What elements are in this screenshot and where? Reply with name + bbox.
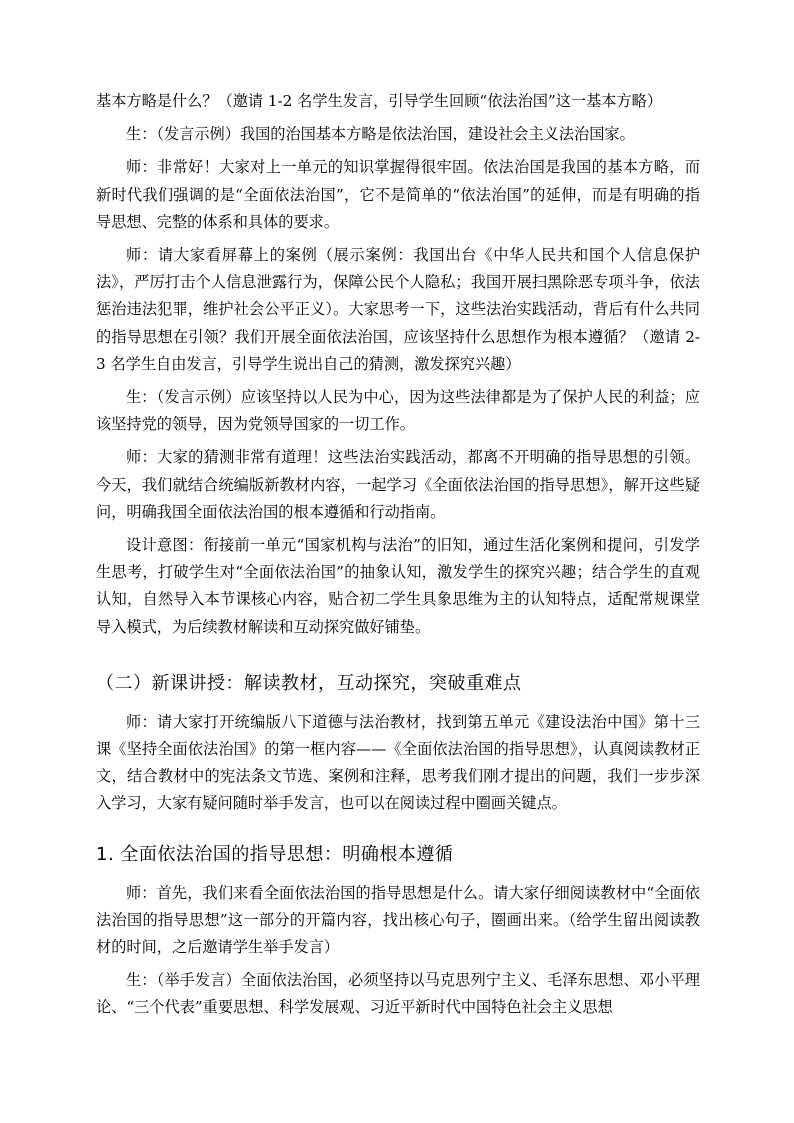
teacher-paragraph: 师：首先，我们来看全面依法治国的指导思想是什么。请大家仔细阅读教材中“全面依法治国的指导思想”这一部分的开篇内容，找出核心句子，圈画出来。（给学生留出阅读教材的时间，之后邀请学生举手发言） [96, 883, 700, 957]
teacher-paragraph: 师：请大家打开统编版八下道德与法治教材，找到第五单元《建设法治中国》第十三课《坚持全面依法治国》的第一框内容——《全面依法治国的指导思想》，认真阅读教材正文，结合教材中的宪法条文节选、案例和注释，思考我们刚才提出的问题，我们一步步深入学习，大家有疑问随时举手发言，也可以在阅读过程中圈画关键点。 [96, 712, 700, 813]
paragraph-continuation: 基本方略是什么？（邀请 1-2 名学生发言，引导学生回顾“依法治国”这一基本方略） [96, 92, 663, 110]
document-page [96, 88, 700, 1022]
student-response-paragraph: 生：（发言示例）我国的治国基本方略是依法治国，建设社会主义法治国家。 [126, 125, 635, 144]
subsection-heading: 1. 全面依法治国的指导思想：明确根本遵循 [96, 843, 454, 865]
teacher-paragraph: 师：大家的猜测非常有道理！这些法治实践活动，都离不开明确的指导思想的引领。今天，我们就结合统编版新教材内容，一起学习《全面依法治国的指导思想》，解开这些疑问，明确我国全面依法治国的根本遵循和行动指南。 [96, 448, 700, 521]
design-intent-paragraph: 设计意图：衔接前一单元“国家机构与法治”的旧知，通过生活化案例和提问，引发学生思考，打破学生对“全面依法治国”的抽象认知，激发学生的探究兴趣；结合学生的直观认知，自然导入本节课核心内容，贴合初二学生具象思维为主的认知特点，适配常规课堂导入模式，为后续教材解读和互动探究做好铺垫。 [96, 536, 700, 636]
student-response-paragraph: 生：（举手发言）全面依法治国，必须坚持以马克思列宁主义、毛泽东思想、邓小平理论、“三个代表”重要思想、科学发展观、习近平新时代中国特色社会主义思想 [96, 971, 700, 1017]
teacher-paragraph: 师：非常好！大家对上一单元的知识掌握得很牢固。依法治国是我国的基本方略，而新时代我们强调的是“全面依法治国”，它不是简单的“依法治国”的延伸，而是有明确的指导思想、完整的体系和具体的要求。 [96, 158, 700, 231]
student-response-paragraph: 生：（发言示例）应该坚持以人民为中心，因为这些法律都是为了保护人民的利益；应该坚持党的领导，因为党领导国家的一切工作。 [96, 388, 700, 434]
section-heading: （二）新课讲授：解读教材，互动探究，突破重难点 [96, 672, 522, 694]
teacher-case-paragraph: 师：请大家看屏幕上的案例（展示案例：我国出台《中华人民共和国个人信息保护法》，严厉打击个人信息泄露行为，保障公民个人隐私；我国开展扫黑除恶专项斗争，依法惩治违法犯罪，维护社会公平正义）。大家思考一下，这些法治实践活动，背后有什么共同的指导思想在引领？我们开展全面依法治国，应该坚持什么思想作为根本遵循？（邀请 2-3 名学生自由发言，引导学生说出自己的猜测，激发探究兴趣） [96, 246, 700, 373]
